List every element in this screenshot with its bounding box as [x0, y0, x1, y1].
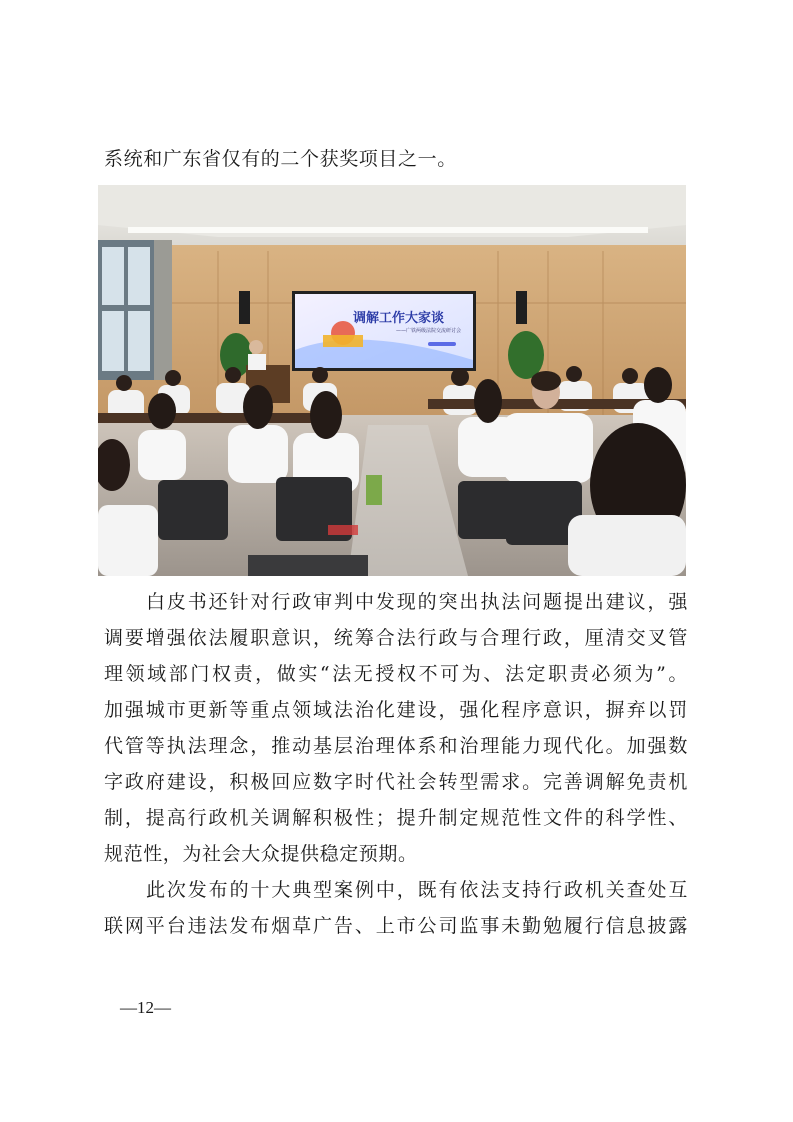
paragraph-1-line-5: 代管等执法理念，推动基层治理体系和治理能力现代化。加强数 — [104, 735, 688, 757]
paragraph-1-line-2: 调要增强依法履职意识，统筹合法行政与合理行政，厘清交叉管 — [104, 627, 688, 649]
paragraph-1-line-3: 理领域部门权责，做实“法无授权不可为、法定职责必须为”。 — [104, 663, 688, 685]
paragraph-2-line-2: 联网平台违法发布烟草广告、上市公司监事未勤勉履行信息披露 — [104, 915, 688, 937]
paragraph-1-line-6: 字政府建设，积极回应数字时代社会转型需求。完善调解免责机 — [104, 771, 688, 793]
paragraph-1-line-4: 加强城市更新等重点领域法治化建设，强化程序意识，摒弃以罚 — [104, 699, 688, 721]
page-number: —12— — [120, 998, 171, 1017]
paragraph-1-line-8: 规范性，为社会大众提供稳定预期。 — [104, 843, 418, 865]
text-line-top: 系统和广东省仅有的二个获奖项目之一。 — [104, 148, 457, 170]
screen-title: 调解工作大家谈 — [353, 311, 445, 326]
screen-subtitle: ——广铁两级法院交流研讨会 — [396, 328, 462, 334]
paragraph-1-line-1: 白皮书还针对行政审判中发现的突出执法问题提出建议，强 — [146, 591, 688, 613]
paragraph-1-line-7: 制，提高行政机关调解积极性；提升制定规范性文件的科学性、 — [104, 807, 688, 829]
meeting-photo — [98, 185, 686, 576]
paragraph-2-line-1: 此次发布的十大典型案例中，既有依法支持行政机关查处互 — [146, 879, 688, 901]
